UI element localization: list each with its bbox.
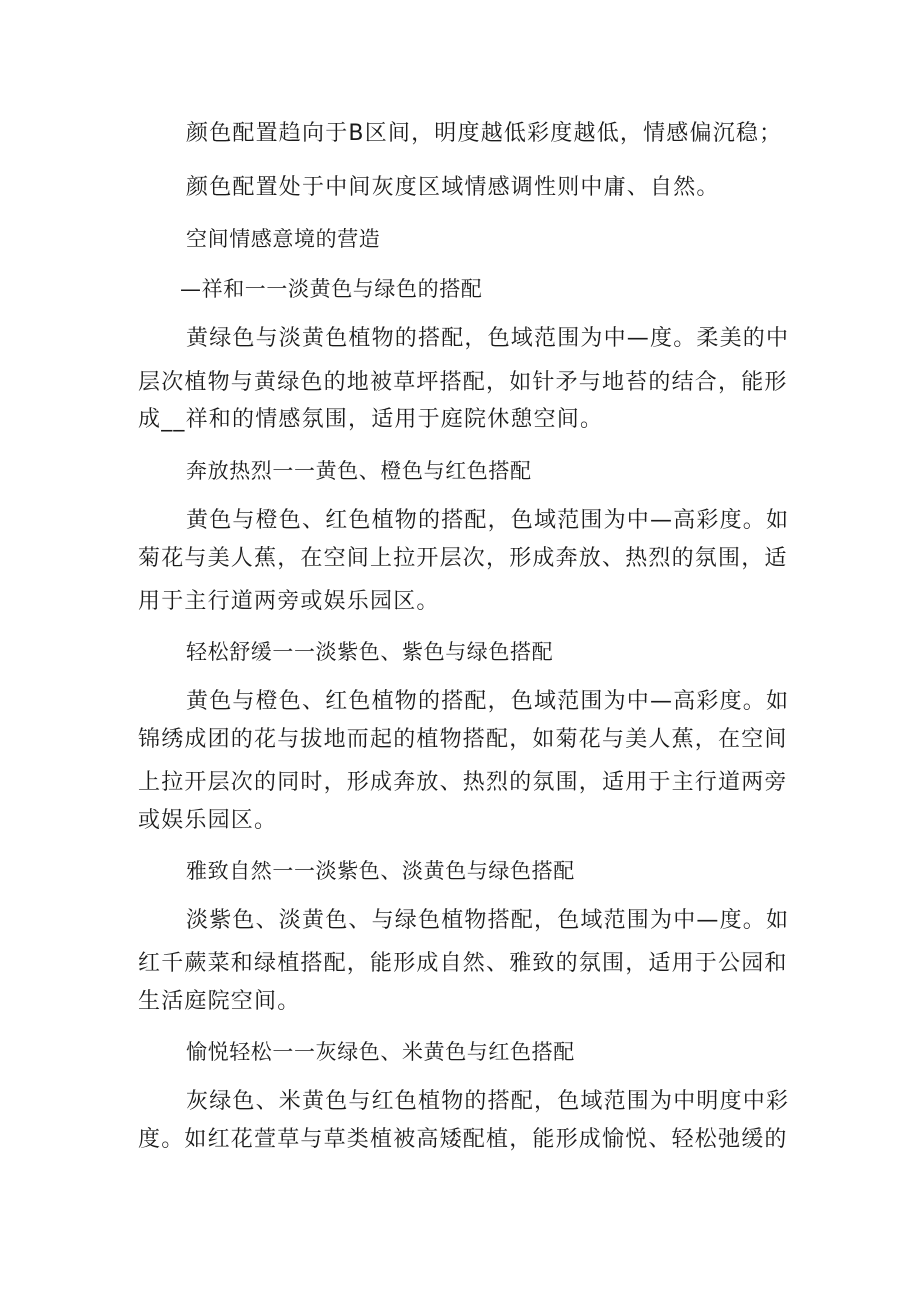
subsection-heading: 愉悦轻松一一灰绿色、米黄色与红色搭配 — [186, 1040, 575, 1064]
paragraph-line: 菊花与美人蕉，在空间上拉开层次，形成奔放、热烈的氛围，适 — [138, 546, 788, 571]
paragraph-line: 上拉开层次的同时，形成奔放、热烈的氛围，适用于主行道两旁 — [138, 770, 788, 795]
paragraph-line: 锦绣成团的花与拔地而起的植物搭配，如菊花与美人蕉，在空间 — [138, 727, 788, 752]
subsection-heading: 轻松舒缓一一淡紫色、紫色与绿色搭配 — [186, 640, 554, 664]
paragraph-line: 颜色配置趋向于B区间，明度越低彩度越低，情感偏沉稳； — [186, 121, 783, 146]
subsection-heading: —祥和一一淡黄色与绿色的搭配 — [180, 277, 483, 301]
paragraph-line: 成__祥和的情感氛围，适用于庭院休憩空间。 — [138, 407, 604, 432]
paragraph-line: 红千蕨菜和绿植搭配，能形成自然、雅致的氛围，适用于公园和 — [138, 951, 788, 976]
paragraph-line: 黄色与橙色、红色植物的搭配，色域范围为中—高彩度。如 — [186, 689, 790, 714]
section-heading: 空间情感意境的营造 — [186, 227, 381, 251]
paragraph-line: 黄色与橙色、红色植物的搭配，色域范围为中—高彩度。如 — [186, 508, 790, 533]
paragraph-line: 层次植物与黄绿色的地被草坪搭配，如针矛与地苔的结合，能形 — [138, 370, 788, 395]
paragraph-line: 黄绿色与淡黄色植物的搭配，色域范围为中—度。柔美的中 — [186, 326, 790, 351]
paragraph-line: 用于主行道两旁或娱乐园区。 — [138, 589, 440, 614]
paragraph-line: 生活庭院空间。 — [138, 989, 301, 1014]
paragraph-line: 度。如红花萱草与草类植被高矮配植，能形成愉悦、轻松弛缓的 — [138, 1127, 788, 1152]
subsection-heading: 雅致自然一一淡紫色、淡黄色与绿色搭配 — [186, 859, 575, 883]
paragraph-line: 淡紫色、淡黄色、与绿色植物搭配，色域范围为中—度。如 — [186, 908, 790, 933]
subsection-heading: 奔放热烈一一黄色、橙色与红色搭配 — [186, 459, 532, 483]
paragraph-line: 或娱乐园区。 — [138, 808, 278, 833]
paragraph-line: 颜色配置处于中间灰度区域情感调性则中庸、自然。 — [186, 175, 720, 200]
paragraph-line: 灰绿色、米黄色与红色植物的搭配，色域范围为中明度中彩 — [186, 1089, 790, 1114]
